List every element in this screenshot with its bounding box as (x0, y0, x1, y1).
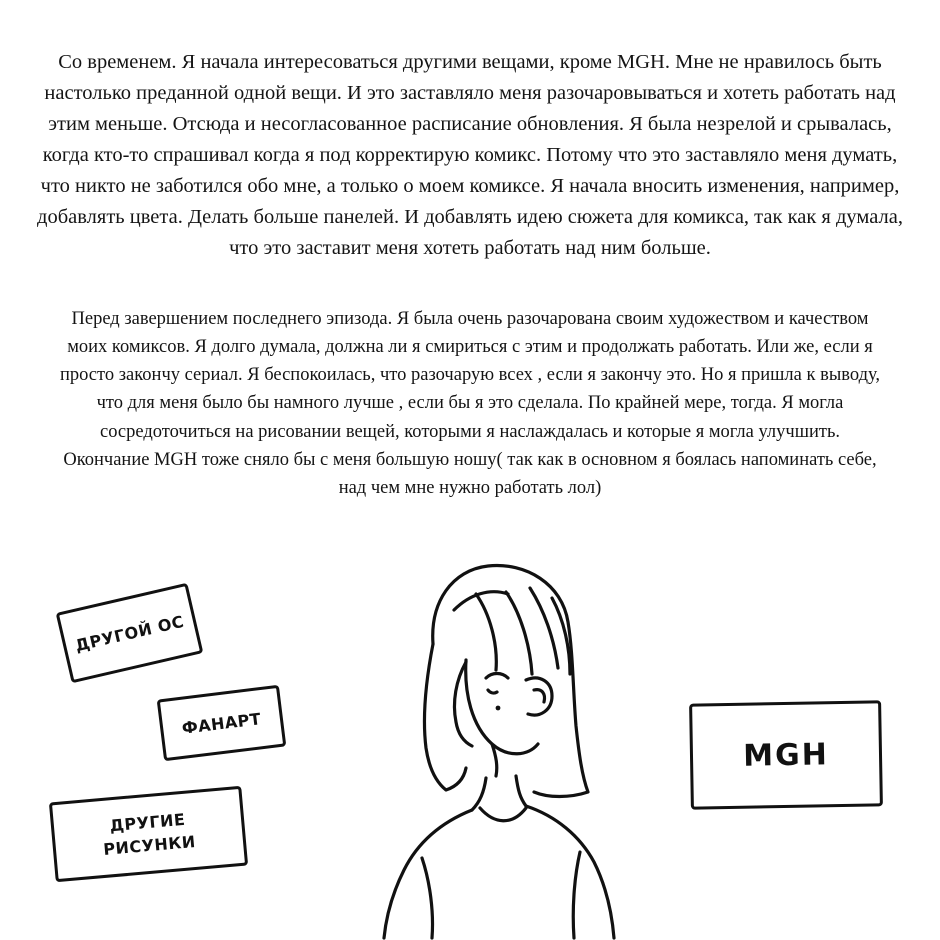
narration-paragraph-2: Перед завершением последнего эпизода. Я была очень разочарована своим художеством и качеством моих комиксов. Я долго думала, должна ли я смириться с этим и продолжать работать. Или же, если я просто закончу сериал. Я беспокоилась, что разочарую всех , если я закончу это. Но я пришла к выводу, что для меня было бы намного лучше , если бы я это сделала. По крайней мере, тогда. Я могла сосредоточиться на рисовании вещей, которыми я наслаждалась и которые я могла улучшить. Окончание MGH тоже сняло бы с меня большую ношу( так как в основном я боялась напоминать себе, над чем мне нужно работать лол) (59, 308, 881, 499)
sign-other-oc (56, 583, 204, 684)
sign-fanart (157, 685, 287, 762)
sign-other-oc-label: ДРУГОЙ ОС (73, 611, 186, 655)
girl-figure-icon (330, 540, 660, 940)
illustration-panel (0, 540, 940, 940)
sign-other-drawings (49, 786, 248, 883)
sign-other-drawings-label: ДРУГИЕ РИСУНКИ (102, 809, 197, 859)
sign-mgh-label: MGH (742, 736, 830, 774)
sign-mgh (689, 700, 883, 809)
character-drawing (330, 540, 660, 940)
narration-paragraph-1: Со временем. Я начала интересоваться другими вещами, кроме MGH. Мне не нравилось быть настолько преданной одной вещи. И это заставляло меня разочаровываться и хотеть работать над этим меньше. Отсюда и несогласованное расписание обновления. Я была незрелой и срывалась, когда кто-то спрашивал когда я под корректирую комикс. Потому что это заставляло меня думать, что никто не заботился обо мне, а только о моем комиксе. Я начала вносить изменения, например, добавлять цвета. Делать больше панелей. И добавлять идею сюжета для комикса, так как я думала, что это заставит меня хотеть работать над ним больше. (37, 50, 903, 260)
sign-fanart-label: ФАНАРТ (180, 708, 263, 738)
